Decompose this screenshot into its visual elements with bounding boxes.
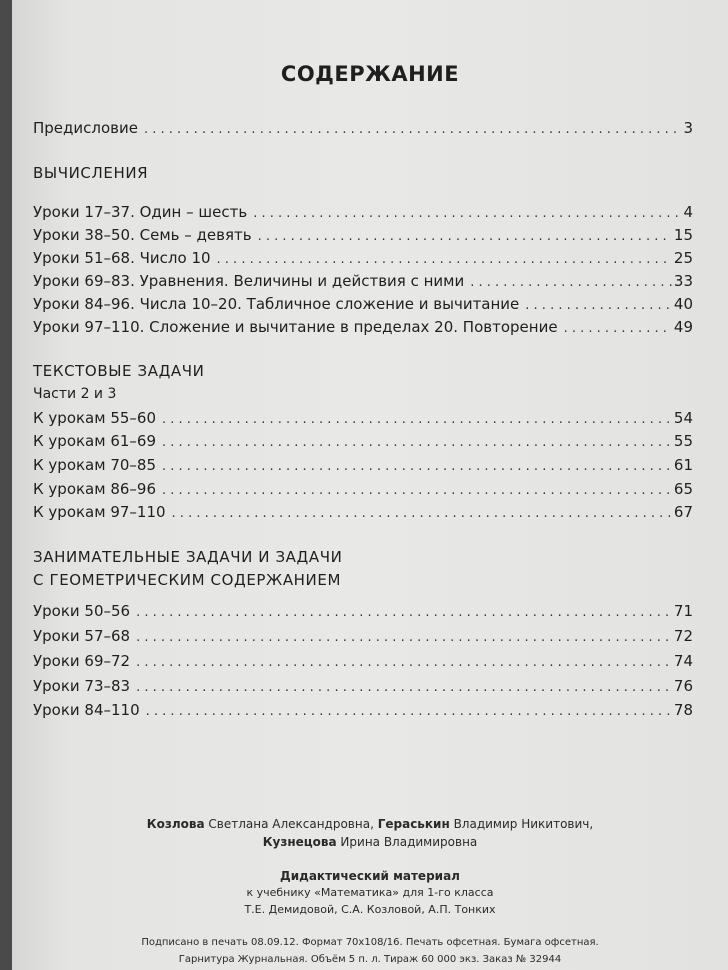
toc-row xyxy=(33,456,693,478)
dot-leader xyxy=(258,229,672,244)
author-name: Ирина Владимировна xyxy=(340,835,478,849)
toc-label: Уроки 69–83. Уравнения. Величины и действия с ними xyxy=(33,272,465,290)
toc-row xyxy=(33,272,693,294)
dot-leader xyxy=(136,680,672,695)
toc-label: К урокам 55–60 xyxy=(33,409,157,427)
toc-label: Уроки 50–56 xyxy=(33,602,131,620)
toc-row-preface xyxy=(33,119,693,141)
author-name: Светлана Александровна, xyxy=(208,817,374,831)
toc-row xyxy=(33,249,693,271)
author-surname: Гераськин xyxy=(377,817,450,831)
toc-page: 25 xyxy=(673,249,693,267)
toc-row xyxy=(33,677,693,699)
dot-leader xyxy=(162,435,672,450)
book-title: Дидактический материал xyxy=(280,869,460,883)
author-name: Владимир Никитович, xyxy=(453,817,594,831)
section-heading-line2: С ГЕОМЕТРИЧЕСКИМ СОДЕРЖАНИЕМ xyxy=(33,571,341,589)
toc-label: Уроки 84–96. Числа 10–20. Табличное сложение и вычитание xyxy=(33,295,520,313)
section-heading: ВЫЧИСЛЕНИЯ xyxy=(33,164,149,182)
print-info-1: Подписано в печать 08.09.12. Формат 70x108/16. Печать офсетная. Бумага офсетная. xyxy=(141,937,599,948)
dot-leader xyxy=(162,459,672,474)
dot-leader xyxy=(172,506,672,521)
toc-label: Уроки 97–110. Сложение и вычитание в пределах 20. Повторение xyxy=(33,318,558,336)
section-subheading: Части 2 и 3 xyxy=(33,386,117,402)
toc-page: 55 xyxy=(673,432,693,450)
dot-leader xyxy=(470,275,672,290)
toc-label: К урокам 70–85 xyxy=(33,456,157,474)
toc-page: 4 xyxy=(683,203,693,221)
toc-page: 76 xyxy=(673,677,693,695)
toc-page: 61 xyxy=(673,456,693,474)
toc-row xyxy=(33,226,693,248)
toc-label: К урокам 97–110 xyxy=(33,503,166,521)
section-heading: ЗАНИМАТЕЛЬНЫЕ ЗАДАЧИ И ЗАДАЧИ xyxy=(33,548,343,566)
toc-page: 33 xyxy=(673,272,693,290)
toc-page: 3 xyxy=(683,119,693,137)
toc-label: Уроки 84–110 xyxy=(33,701,140,719)
toc-row xyxy=(33,480,693,502)
dot-leader xyxy=(146,704,672,719)
book-subtitle: к учебнику «Математика» для 1-го класса xyxy=(246,886,494,899)
toc-row xyxy=(33,203,693,225)
toc-row xyxy=(33,602,693,624)
toc-row xyxy=(33,701,693,723)
dot-leader xyxy=(136,605,672,620)
toc-row xyxy=(33,409,693,431)
authors-line-2 xyxy=(12,835,728,849)
toc-page: 71 xyxy=(673,602,693,620)
toc-row xyxy=(33,503,693,525)
dot-leader xyxy=(136,630,672,645)
toc-page: 15 xyxy=(673,226,693,244)
toc-label: Уроки 17–37. Один – шесть xyxy=(33,203,248,221)
toc-label: Уроки 38–50. Семь – девять xyxy=(33,226,252,244)
dot-leader xyxy=(564,321,672,336)
author-surname: Козлова xyxy=(146,817,205,831)
toc-row xyxy=(33,318,693,340)
toc-label: Уроки 73–83 xyxy=(33,677,131,695)
toc-label: К урокам 86–96 xyxy=(33,480,157,498)
toc-page: 65 xyxy=(673,480,693,498)
toc-page: 74 xyxy=(673,652,693,670)
section-heading: ТЕКСТОВЫЕ ЗАДАЧИ xyxy=(33,362,205,380)
toc-label: Уроки 51–68. Число 10 xyxy=(33,249,211,267)
author-surname: Кузнецова xyxy=(262,835,337,849)
toc-page: 72 xyxy=(673,627,693,645)
toc-label: Уроки 69–72 xyxy=(33,652,131,670)
toc-page: 49 xyxy=(673,318,693,336)
book-authors: Т.Е. Демидовой, С.А. Козловой, А.П. Тонких xyxy=(244,903,496,916)
toc-page: 54 xyxy=(673,409,693,427)
page-title: СОДЕРЖАНИЕ xyxy=(280,62,460,86)
toc-page: 78 xyxy=(673,701,693,719)
dot-leader xyxy=(525,298,672,313)
dot-leader xyxy=(253,206,681,221)
toc-label: Уроки 57–68 xyxy=(33,627,131,645)
toc-row xyxy=(33,627,693,649)
dot-leader xyxy=(162,412,672,427)
toc-row xyxy=(33,432,693,454)
toc-row xyxy=(33,295,693,317)
authors-line-1 xyxy=(12,817,728,831)
toc-page: 67 xyxy=(673,503,693,521)
toc-page: 40 xyxy=(673,295,693,313)
dot-leader xyxy=(144,122,681,137)
dot-leader xyxy=(162,483,672,498)
print-info-2: Гарнитура Журнальная. Объём 5 п. л. Тираж 60 000 экз. Заказ № 32944 xyxy=(178,954,562,965)
toc-label: К урокам 61–69 xyxy=(33,432,157,450)
toc-label: Предисловие xyxy=(33,119,138,137)
dot-leader xyxy=(136,655,672,670)
book-page xyxy=(12,0,728,970)
dot-leader xyxy=(217,252,672,267)
toc-row xyxy=(33,652,693,674)
